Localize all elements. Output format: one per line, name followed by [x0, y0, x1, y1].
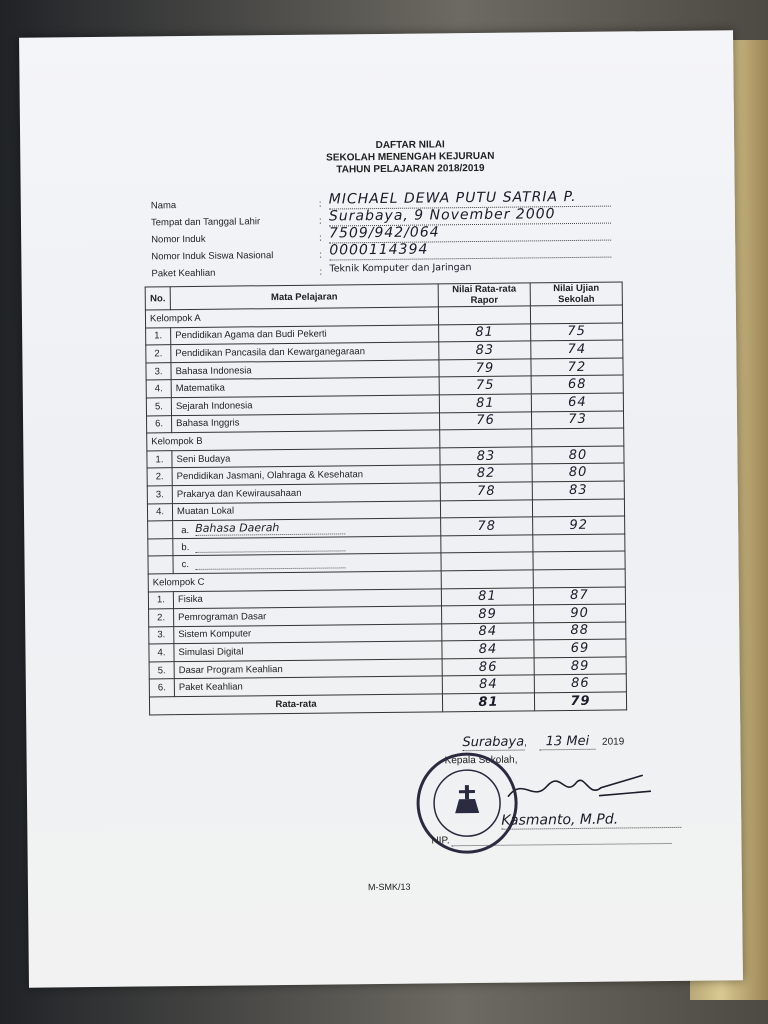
colon: : — [319, 232, 322, 244]
row-no: 3. — [149, 626, 174, 644]
signer-name: Kasmanto, M.Pd. — [501, 811, 681, 830]
date-day: 13 Mei — [540, 734, 596, 751]
row-rapor: 86 — [442, 658, 534, 677]
average-row — [149, 692, 626, 715]
row-ujian: 74 — [531, 340, 623, 359]
date-year: 2019 — [601, 736, 625, 748]
row-no: 2. — [146, 345, 171, 363]
group-b-label: Kelompok B — [147, 430, 440, 451]
row-ujian: 80 — [532, 463, 624, 482]
row-no: 3. — [147, 486, 172, 504]
row-ujian: 64 — [531, 393, 623, 412]
row-ujian: 89 — [534, 657, 626, 676]
row-subject: Pemrograman Dasar — [174, 606, 442, 626]
row-ujian: 80 — [532, 446, 624, 465]
row-ujian — [533, 534, 625, 553]
row-subject: Dasar Program Keahlian — [174, 659, 442, 679]
sub-value: Bahasa Daerah — [195, 521, 345, 537]
row-ujian: 86 — [534, 674, 626, 693]
date-line: Surabaya, 13 Mei 2019 — [462, 733, 625, 751]
blank-cell — [440, 499, 532, 518]
row-rapor: 76 — [439, 411, 531, 430]
field-label: Nomor Induk Siswa Nasional — [151, 250, 274, 263]
row-rapor: 84 — [442, 675, 534, 694]
row-no: 2. — [149, 609, 174, 627]
row-rapor: 81 — [439, 394, 531, 413]
blank-cell — [148, 521, 173, 539]
signer-role: Kepala Sekolah, — [444, 754, 518, 767]
header-title: DAFTAR NILAI — [375, 139, 445, 152]
colon: : — [318, 198, 322, 210]
row-ujian: 87 — [533, 586, 625, 605]
row-rapor — [441, 552, 533, 571]
field-value: 0000114394 — [329, 241, 611, 261]
blank-cell — [148, 556, 173, 574]
field-value: 7509/942/064 — [329, 224, 611, 244]
field-label: Nomor Induk — [151, 233, 206, 246]
document-header — [260, 138, 560, 177]
group-c-label: Kelompok C — [148, 571, 441, 592]
row-rapor: 84 — [442, 623, 534, 642]
field-value: Teknik Komputer dan Jaringan — [329, 262, 472, 275]
grade-sheet — [19, 30, 743, 987]
group-a-label: Kelompok A — [145, 307, 438, 328]
row-subject: Paket Keahlian — [174, 676, 442, 696]
row-rapor: 82 — [440, 464, 532, 483]
row-ujian: 73 — [531, 411, 623, 430]
col-no: No. — [145, 287, 170, 310]
row-rapor: 83 — [439, 341, 531, 360]
nip-label: NIP. — [431, 835, 450, 847]
row-no: 6. — [149, 679, 174, 697]
row-no: 1. — [147, 450, 172, 468]
field-label: Tempat dan Tanggal Lahir — [150, 216, 261, 229]
blank-cell — [532, 498, 624, 517]
row-subject: Simulasi Digital — [174, 641, 442, 661]
row-rapor: 79 — [439, 359, 531, 378]
row-no: 4. — [147, 503, 172, 521]
average-rapor: 81 — [442, 693, 534, 712]
blank-cell — [441, 570, 533, 589]
row-no: 2. — [147, 468, 172, 486]
row-ujian — [533, 551, 625, 570]
blank-cell — [438, 306, 530, 325]
header-year: TAHUN PELAJARAN 2018/2019 — [336, 162, 485, 176]
row-subject: Bahasa Indonesia — [171, 360, 439, 380]
row-subject: Prakarya dan Kewirausahaan — [172, 483, 440, 503]
row-no: 1. — [146, 327, 171, 345]
grades-table — [145, 281, 627, 715]
blank-cell — [533, 569, 625, 588]
student-info — [151, 190, 612, 280]
row-subject: Matematika — [171, 377, 439, 397]
row-rapor: 75 — [439, 376, 531, 395]
row-rapor: 83 — [440, 447, 532, 466]
field-value: Surabaya, 9 November 2000 — [329, 207, 611, 227]
row-rapor: 81 — [439, 324, 531, 343]
row-rapor — [441, 535, 533, 554]
row-subject: Bahasa Inggris — [172, 412, 440, 432]
row-subject: Pendidikan Jasmani, Olahraga & Kesehatan — [172, 465, 440, 485]
average-label: Rata-rata — [149, 694, 442, 715]
row-subject: Seni Budaya — [172, 448, 440, 468]
row-no: 4. — [149, 644, 174, 662]
row-subject: Pendidikan Pancasila dan Kewarganegaraan — [171, 342, 439, 362]
colon: : — [318, 215, 322, 227]
col-ujian: Nilai Ujian Sekolah — [530, 282, 622, 306]
row-ujian: 90 — [534, 604, 626, 623]
field-label: Paket Keahlian — [151, 267, 216, 280]
row-no: 5. — [146, 398, 171, 416]
average-ujian: 79 — [534, 692, 626, 711]
row-no: 5. — [149, 662, 174, 680]
row-no: 3. — [146, 362, 171, 380]
sub-label: b. — [181, 541, 190, 553]
col-subject: Mata Pelajaran — [170, 284, 438, 310]
row-no: 6. — [147, 415, 172, 433]
sub-label: a. — [181, 525, 190, 537]
form-code: M-SMK/13 — [367, 881, 411, 893]
blank-cell — [440, 429, 532, 448]
row-ujian: 68 — [531, 375, 623, 394]
row-ujian: 83 — [532, 481, 624, 500]
row-ujian: 69 — [534, 639, 626, 658]
row-ujian: 75 — [531, 323, 623, 342]
col-rapor: Nilai Rata-rata Rapor — [438, 283, 530, 307]
row-rapor: 78 — [441, 517, 533, 536]
sub-value — [196, 567, 346, 570]
field-value: MICHAEL DEWA PUTU SATRIA P. — [329, 190, 611, 210]
row-ujian: 72 — [531, 358, 623, 377]
row-subject: Pendidikan Agama dan Budi Pekerti — [171, 324, 439, 344]
row-no: 4. — [146, 380, 171, 398]
field-label: Nama — [150, 200, 177, 212]
row-ujian: 92 — [533, 516, 625, 535]
signature-block — [382, 725, 683, 858]
row-subject: Muatan Lokal — [172, 500, 440, 520]
sub-label: c. — [181, 559, 190, 571]
colon: : — [319, 249, 323, 261]
blank-cell — [148, 538, 173, 556]
colon: : — [319, 266, 323, 278]
header-school: SEKOLAH MENENGAH KEJURUAN — [326, 150, 495, 164]
date-city: Surabaya — [462, 734, 525, 751]
row-subject: Sejarah Indonesia — [171, 395, 439, 415]
row-subject: Fisika — [173, 588, 441, 608]
sub-value — [195, 550, 345, 553]
row-rapor: 84 — [442, 640, 534, 659]
row-rapor: 81 — [441, 587, 533, 606]
handwritten-signature — [503, 767, 653, 809]
school-seal-stamp — [415, 751, 520, 856]
row-no: 1. — [148, 591, 173, 609]
row-ujian: 88 — [534, 622, 626, 641]
blank-cell — [530, 305, 622, 324]
row-subject: Sistem Komputer — [174, 624, 442, 644]
row-rapor: 89 — [442, 605, 534, 624]
row-rapor: 78 — [440, 482, 532, 501]
blank-cell — [532, 428, 624, 447]
